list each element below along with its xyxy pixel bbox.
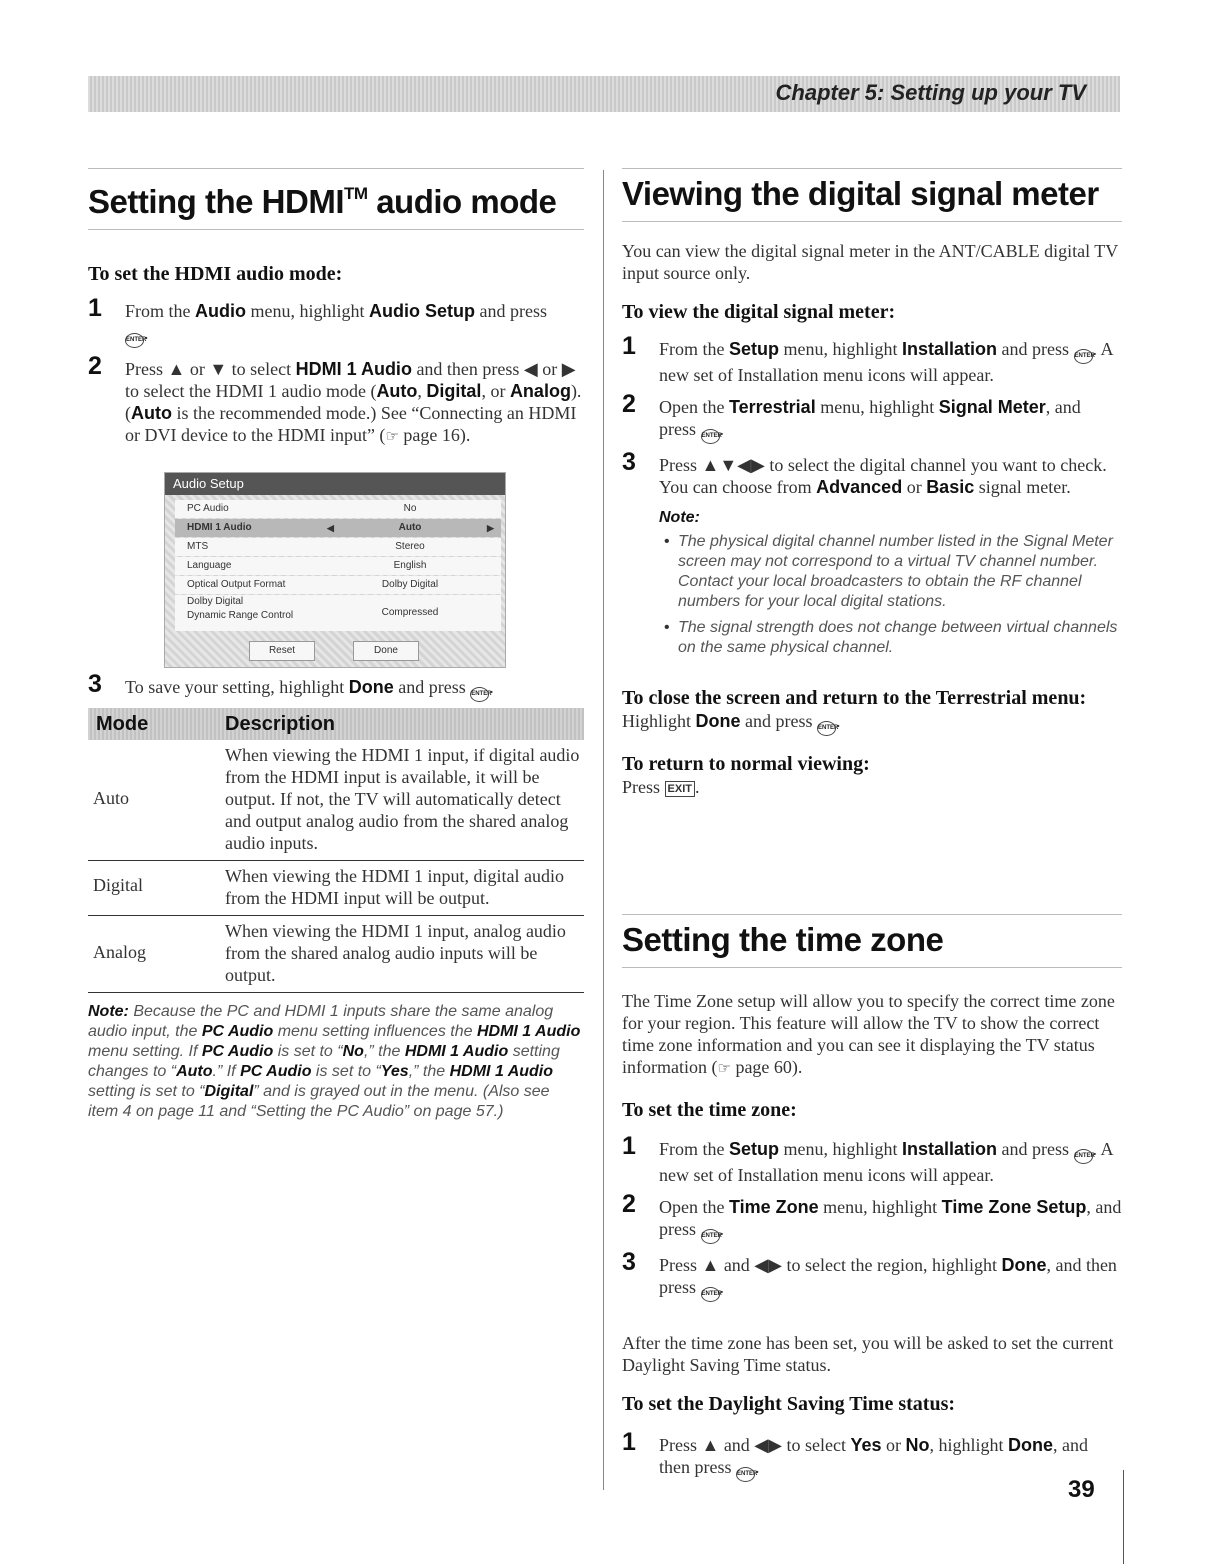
table-row: Digital When viewing the HDMI 1 input, digital audio from the HDMI input will be output. bbox=[88, 861, 584, 916]
list-item: • The signal strength does not change between virtual channels on the same physical channel. bbox=[678, 618, 1122, 658]
subhead-view-signal-meter: To view the digital signal meter: bbox=[622, 301, 896, 323]
signal-meter-intro: You can view the digital signal meter in the ANT/CABLE digital TV input source only. bbox=[622, 241, 1118, 283]
page-number-rule bbox=[1123, 1470, 1124, 1564]
chapter-header-band bbox=[88, 76, 1120, 112]
return-normal-text: Press EXIT . bbox=[622, 777, 700, 797]
left-column bbox=[88, 168, 584, 448]
step-3: 3 To save your setting, highlight Done and press ENTER. bbox=[88, 676, 584, 702]
enter-button-icon: ENTER bbox=[736, 1467, 755, 1482]
column-divider bbox=[603, 170, 604, 1490]
step-2: 2 Open the Terrestrial menu, highlight Signal Meter, and press ENTER. bbox=[622, 396, 1122, 444]
after-time-zone-text: After the time zone has been set, you will be asked to set the current Daylight Saving Time status. bbox=[622, 1333, 1114, 1375]
left-arrow-icon: ◀ bbox=[327, 523, 334, 533]
table-row: Auto When viewing the HDMI 1 input, if digital audio from the HDMI input is available, it will be output. If not, the TV will automatically detect and output analog audio from the shared analog audio inputs. bbox=[88, 740, 584, 861]
subhead-daylight-saving: To set the Daylight Saving Time status: bbox=[622, 1393, 956, 1415]
enter-button-icon: ENTER bbox=[125, 333, 144, 348]
step-1: 1 Press ▲ and ◀▶ to select Yes or No, highlight Done, and then press ENTER. bbox=[622, 1434, 1122, 1482]
osd-row-language: Language English bbox=[175, 557, 501, 575]
section-title-time-zone: Setting the time zone bbox=[622, 914, 1122, 968]
osd-reset-button: Reset bbox=[249, 641, 315, 661]
step-1: 1 From the Setup menu, highlight Installation and press ENTER. A new set of Installation menu icons will appear. bbox=[622, 332, 1113, 385]
osd-done-button: Done bbox=[353, 641, 419, 661]
enter-button-icon: ENTER bbox=[817, 721, 836, 736]
osd-title: Audio Setup bbox=[165, 473, 505, 495]
enter-button-icon: ENTER bbox=[1074, 1149, 1093, 1164]
subhead-set-hdmi-audio: To set the HDMI audio mode: bbox=[88, 263, 343, 285]
right-column bbox=[622, 168, 1122, 798]
osd-row-pc-audio: PC Audio No bbox=[175, 500, 501, 518]
enter-button-icon: ENTER bbox=[701, 1229, 720, 1244]
col-description-header: Description bbox=[225, 713, 336, 735]
subhead-close-screen: To close the screen and return to the Terrestrial menu: bbox=[622, 687, 1087, 709]
time-zone-intro: The Time Zone setup will allow you to specify the correct time zone for your region. This feature will allow the TV to show the correct time zone information and you can see it displaying the TV status information (☞ page 60). bbox=[622, 991, 1115, 1077]
right-arrow-icon: ▶ bbox=[487, 523, 494, 533]
exit-button-icon: EXIT bbox=[665, 781, 695, 797]
page-number: 39 bbox=[1068, 1476, 1095, 1503]
table-row: Analog When viewing the HDMI 1 input, analog audio from the shared analog audio inputs will be output. bbox=[88, 916, 584, 993]
osd-row-hdmi1-audio: HDMI 1 Audio ◀ Auto ▶ bbox=[175, 519, 501, 537]
table-header bbox=[88, 708, 584, 740]
audio-setup-screenshot bbox=[164, 472, 506, 668]
enter-button-icon: ENTER bbox=[701, 1287, 720, 1302]
time-zone-section bbox=[622, 914, 1122, 1482]
step-3: 3 Press ▲ and ◀▶ to select the region, highlight Done, and then press ENTER. bbox=[622, 1254, 1122, 1302]
section-title-hdmi-audio: Setting the HDMI™ audio mode bbox=[88, 168, 584, 230]
step-1: 1 From the Audio menu, highlight Audio Setup and press ENTER. bbox=[88, 300, 584, 348]
mode-table bbox=[88, 708, 584, 993]
osd-row-dolby-drc: Dolby Digital Dynamic Range Control Compressed bbox=[175, 595, 501, 631]
list-item: • The physical digital channel number listed in the Signal Meter screen may not correspond to a virtual TV channel number. Contact your local broadcasters to obtain the RF channel numbers for your local digital stations. bbox=[678, 532, 1122, 612]
page-reference-icon: ☞ bbox=[717, 1061, 731, 1077]
enter-button-icon: ENTER bbox=[1074, 349, 1093, 364]
subhead-return-normal: To return to normal viewing: bbox=[622, 753, 870, 775]
step-1: 1 From the Setup menu, highlight Installation and press ENTER. A new set of Installation menu icons will appear. bbox=[622, 1132, 1113, 1185]
hdmi-audio-note: Note: Because the PC and HDMI 1 inputs share the same analog audio input, the PC Audio menu setting influences the HDMI 1 Audio menu setting. If PC Audio is set to “No,” the HDMI 1 Audio setting changes to “Auto.” If PC Audio is set to “Yes,” the HDMI 1 Audio setting is set to “Digital” and is grayed out in the menu. (Also see item 4 on page 11 and “Setting the PC Audio” on page 57.) bbox=[88, 1003, 581, 1120]
col-mode-header: Mode bbox=[96, 713, 149, 735]
signal-meter-note-label: Note: bbox=[659, 509, 700, 526]
step-3: 3 Press ▲▼◀▶ to select the digital channel you want to check. You can choose from Advanced or Basic signal meter. bbox=[622, 448, 1107, 497]
step-2: 2 Open the Time Zone menu, highlight Time Zone Setup, and press ENTER. bbox=[622, 1196, 1122, 1244]
subhead-set-time-zone: To set the time zone: bbox=[622, 1099, 797, 1121]
signal-meter-note-list bbox=[622, 532, 1122, 658]
enter-button-icon: ENTER bbox=[470, 687, 489, 702]
chapter-title: Chapter 5: Setting up your TV bbox=[775, 80, 1086, 105]
step-2: 2 Press ▲ or ▼ to select HDMI 1 Audio and then press ◀ or ▶ to select the HDMI 1 audio mode (Auto, Digital, or Analog). (Auto is the recommended mode.) See “Connecting an HDMI or DVI device to the HDMI input” (☞ page 16). bbox=[88, 352, 582, 445]
close-screen-text: Highlight Done and press ENTER. bbox=[622, 710, 1122, 736]
section-title-signal-meter: Viewing the digital signal meter bbox=[622, 168, 1122, 222]
enter-button-icon: ENTER bbox=[701, 429, 720, 444]
osd-row-optical-output: Optical Output Format Dolby Digital bbox=[175, 576, 501, 594]
page-reference-icon: ☞ bbox=[385, 429, 399, 445]
osd-row-mts: MTS Stereo bbox=[175, 538, 501, 556]
